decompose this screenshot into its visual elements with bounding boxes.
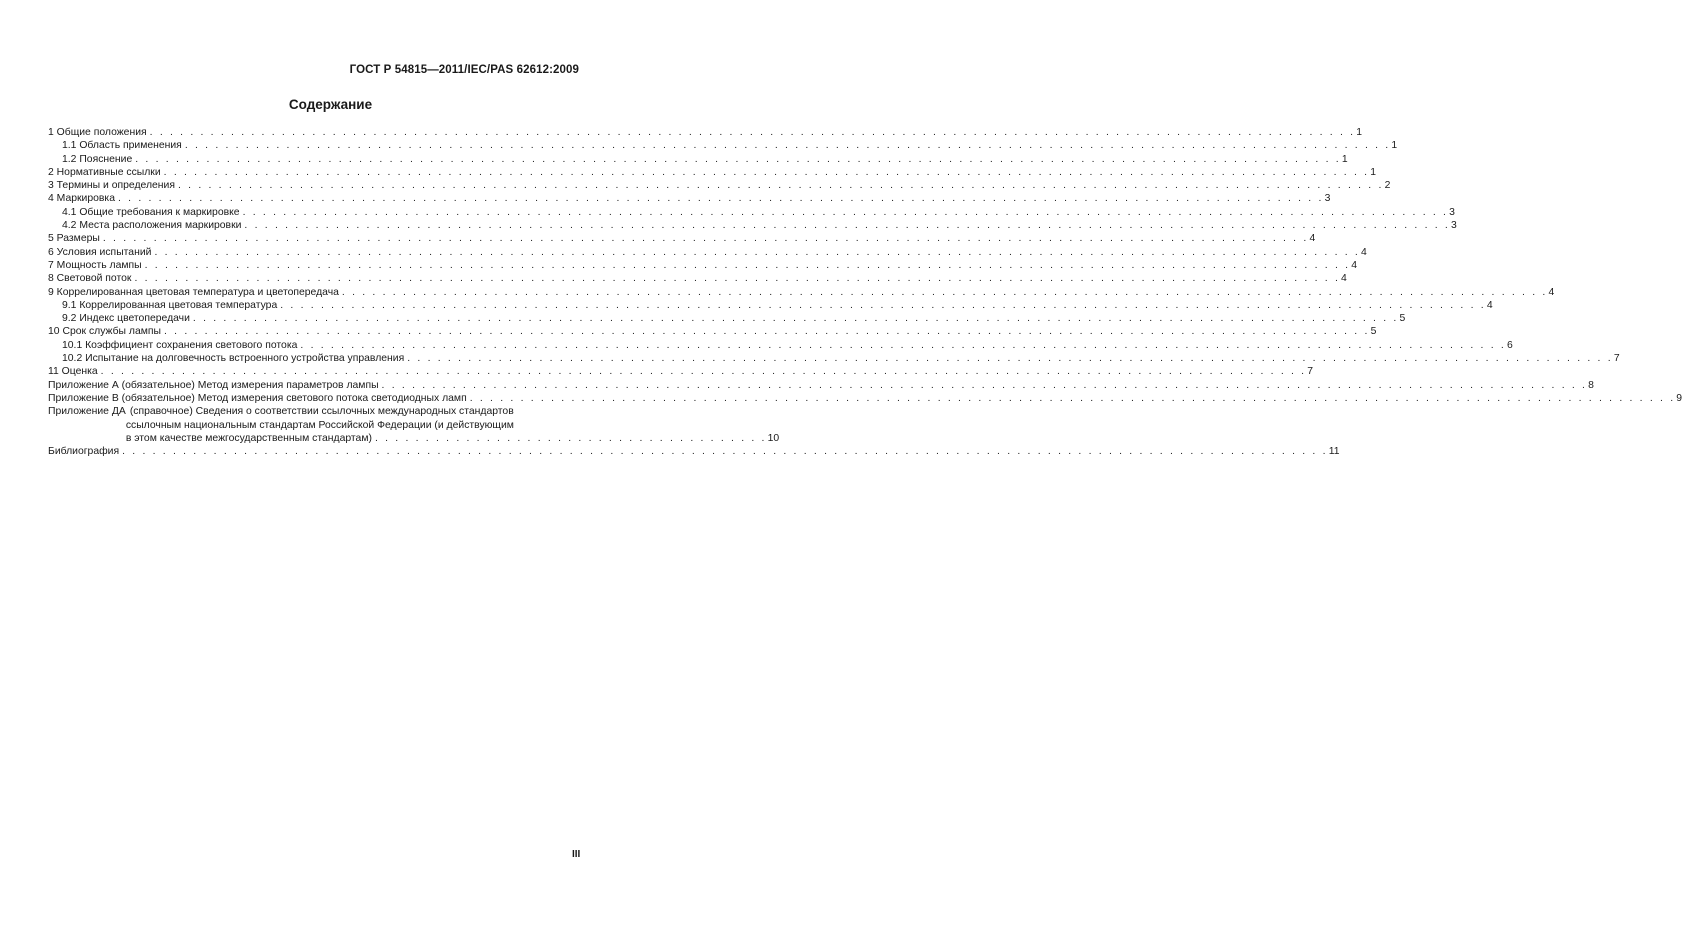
toc-leader-dots bbox=[342, 286, 1548, 299]
toc-entry-title: Приложение А (обязательное) Метод измерения параметров лампы bbox=[48, 379, 379, 391]
toc-entry[interactable] bbox=[48, 139, 1398, 152]
toc-leader-dots bbox=[150, 126, 1356, 139]
toc-leader-dots bbox=[103, 232, 1309, 245]
toc-entry[interactable] bbox=[48, 272, 1347, 285]
toc-entry-page: 1 bbox=[1341, 153, 1348, 165]
toc-entry[interactable] bbox=[48, 365, 1314, 378]
toc-leader-dots bbox=[382, 379, 1588, 392]
toc-entry-title: Приложение В (обязательное) Метод измерения светового потока светодиодных ламп bbox=[48, 392, 467, 404]
toc-entry-page: 4 bbox=[1486, 299, 1493, 311]
toc-entry-page: 11 bbox=[1328, 446, 1340, 458]
toc-leader-dots bbox=[154, 246, 1360, 259]
toc-entry-page: 3 bbox=[1449, 206, 1455, 218]
toc-entry-bibliography[interactable] bbox=[48, 445, 1340, 458]
toc-entry-title: 6 Условия испытаний bbox=[48, 246, 152, 258]
toc-entry-page: 2 bbox=[1384, 180, 1391, 192]
toc-leader-dots bbox=[101, 365, 1307, 378]
toc-entry[interactable] bbox=[48, 352, 1620, 365]
toc-entry[interactable] bbox=[48, 246, 1367, 259]
toc-entry[interactable] bbox=[48, 192, 1331, 205]
toc-leader-dots bbox=[178, 179, 1384, 192]
toc-entry-title: 1 Общие положения bbox=[48, 127, 147, 138]
toc-entry-page: 7 bbox=[1613, 353, 1620, 365]
toc-leader-dots bbox=[280, 299, 1486, 312]
toc-entry-title: 1.2 Пояснение bbox=[62, 153, 133, 165]
table-of-contents bbox=[48, 126, 1682, 458]
toc-entry-page: 10 bbox=[767, 432, 780, 444]
toc-leader-dots bbox=[122, 445, 1328, 458]
toc-entry-page: 3 bbox=[1324, 193, 1331, 205]
toc-entry-page: 4 bbox=[1351, 259, 1357, 271]
toc-entry[interactable] bbox=[48, 126, 1363, 139]
toc-leader-dots bbox=[300, 339, 1506, 352]
toc-entry-page: 1 bbox=[1391, 140, 1398, 152]
toc-entry-page: 4 bbox=[1309, 233, 1316, 245]
toc-entry-lead: Приложение ДА bbox=[48, 406, 126, 418]
toc-entry-page: 5 bbox=[1370, 326, 1377, 338]
toc-leader-dots bbox=[375, 432, 767, 445]
toc-entry[interactable] bbox=[48, 153, 1348, 166]
toc-entry[interactable] bbox=[48, 232, 1316, 245]
toc-leader-dots bbox=[470, 392, 1676, 405]
toc-entry-title: 4.2 Места расположения маркировки bbox=[62, 220, 242, 232]
toc-entry[interactable] bbox=[48, 166, 1377, 179]
toc-entry-line: ссылочным национальным стандартам Российской Федерации (и действующим bbox=[125, 419, 514, 431]
toc-entry-title: 9.2 Индекс цветопередачи bbox=[62, 313, 190, 325]
toc-entry[interactable] bbox=[48, 379, 1594, 392]
toc-leader-dots bbox=[407, 352, 1613, 365]
toc-entry-title: 1.1 Область применения bbox=[62, 140, 182, 152]
toc-entry-page: 5 bbox=[1399, 313, 1406, 325]
toc-entry-line: (справочное) Сведения о соответствии ссылочных международных стандартов bbox=[129, 406, 514, 418]
toc-entry-title: 11 Оценка bbox=[48, 366, 98, 378]
toc-entry[interactable] bbox=[48, 392, 1682, 405]
toc-entry-line: в этом качестве межгосударственным стандартам) bbox=[125, 432, 372, 444]
toc-entry-page: 4 bbox=[1548, 286, 1555, 298]
toc-leader-dots bbox=[243, 206, 1449, 219]
toc-entry-page: 7 bbox=[1307, 366, 1314, 378]
toc-entry-page: 9 bbox=[1676, 392, 1682, 404]
toc-entry[interactable] bbox=[48, 179, 1391, 192]
toc-leader-dots bbox=[135, 153, 1341, 166]
toc-entry-title: 5 Размеры bbox=[48, 233, 100, 245]
toc-entry-appendix-da[interactable] bbox=[48, 405, 780, 445]
toc-entry[interactable] bbox=[48, 259, 1357, 272]
toc-entry[interactable] bbox=[48, 206, 1455, 219]
toc-leader-dots bbox=[244, 219, 1450, 232]
toc-entry[interactable] bbox=[48, 312, 1406, 325]
toc-entry-title: 2 Нормативные ссылки bbox=[48, 166, 161, 178]
toc-leader-dots bbox=[118, 192, 1324, 205]
toc-entry-title: 10.1 Коэффициент сохранения светового потока bbox=[62, 339, 298, 351]
toc-entry-page: 1 bbox=[1370, 166, 1377, 178]
page-number: III bbox=[572, 849, 581, 860]
toc-entry-title: 9.1 Коррелированная цветовая температура bbox=[62, 299, 278, 311]
toc-leader-dots bbox=[185, 139, 1391, 152]
toc-leader-dots bbox=[164, 325, 1370, 338]
toc-entry-title: 4.1 Общие требования к маркировке bbox=[62, 206, 240, 218]
toc-entry-page: 8 bbox=[1588, 379, 1594, 391]
toc-entry[interactable] bbox=[48, 286, 1555, 299]
toc-entry[interactable] bbox=[48, 325, 1377, 338]
toc-entry-page: 4 bbox=[1361, 246, 1367, 258]
toc-entry-title: 7 Мощность лампы bbox=[48, 259, 142, 271]
toc-entry-page: 6 bbox=[1506, 339, 1513, 351]
toc-leader-dots bbox=[134, 272, 1340, 285]
toc-leader-dots bbox=[164, 166, 1370, 179]
toc-leader-dots bbox=[193, 312, 1399, 325]
toc-entry-title: 10.2 Испытание на долговечность встроенного устройства управления bbox=[62, 353, 405, 365]
toc-entry-title: 9 Коррелированная цветовая температура и цветопередача bbox=[48, 286, 339, 298]
toc-entry-page: 3 bbox=[1451, 220, 1457, 232]
toc-leader-dots bbox=[145, 259, 1351, 272]
toc-entry[interactable] bbox=[48, 299, 1493, 312]
toc-entry-title: Библиография bbox=[48, 446, 120, 458]
toc-entry-page: 4 bbox=[1341, 273, 1347, 285]
standard-header: ГОСТ Р 54815—2011/IEC/PAS 62612:2009 bbox=[349, 64, 579, 76]
toc-entry[interactable] bbox=[48, 339, 1513, 352]
toc-entry-title: 10 Срок службы лампы bbox=[48, 326, 161, 338]
toc-entry-title: 8 Световой поток bbox=[48, 273, 132, 285]
toc-entry-title: 4 Маркировка bbox=[48, 193, 115, 205]
toc-entry-page: 1 bbox=[1356, 127, 1363, 138]
toc-entry-title: 3 Термины и определения bbox=[48, 180, 175, 192]
page-title: Содержание bbox=[288, 97, 373, 112]
toc-entry[interactable] bbox=[48, 219, 1457, 232]
